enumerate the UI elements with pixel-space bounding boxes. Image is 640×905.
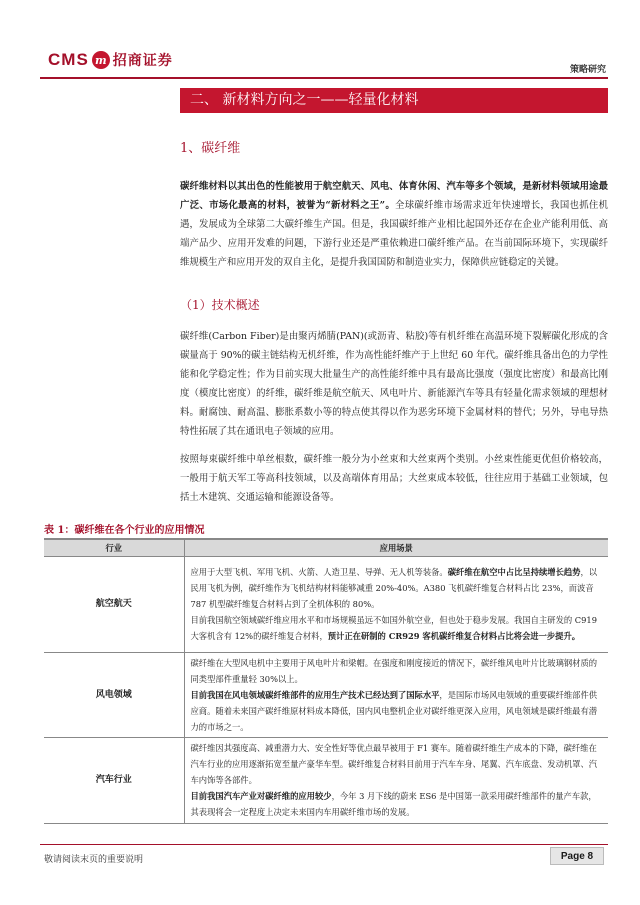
disclaimer-note: 敬请阅读末页的重要说明 — [44, 855, 144, 865]
logo-chinese-name: 招商证券 — [112, 53, 173, 69]
logo-cms-text: CMS — [48, 50, 89, 69]
industry-cell: 航空航天 — [44, 556, 184, 652]
intro-text: 全球碳纤维市场需求近年快速增长，我国也抓住机遇，发展成为全球第二大碳纤维生产国。但是，我国碳纤维产业相比起国外还存在企业产能利用低、高端产品少、应用开发难的问题，下游行业还是严重依赖进口碳纤维产品。在当前国际环境下，实现碳纤维规模生产和应用开发的双自主化，是提升我国国防和制造业实力，保障供应链稳定的关键。 — [180, 200, 608, 268]
page-header — [40, 44, 608, 80]
industry-cell: 风电领域 — [44, 652, 184, 737]
subsection-heading-carbon-fiber: 1、碳纤维 — [180, 141, 241, 156]
scenario-text: 碳纤维在大型风电机中主要用于风电叶片和梁帽。在强度和刚度接近的情况下，碳纤维风电叶片比玻璃钢材质的同类型部件重量轻 30%以上。 — [190, 657, 598, 684]
scenario-bold-text: 预计正在研制的 CR929 客机碳纤维复合材料占比将会进一步提升。 — [327, 631, 581, 641]
scenario-bold-text: 目前我国在风电领域碳纤维部件的应用生产技术已经达到了国际水平 — [190, 689, 440, 700]
industry-cell: 汽车行业 — [44, 737, 184, 823]
subsection-heading-tech-overview: （1）技术概述 — [180, 298, 260, 312]
intro-paragraph — [180, 177, 608, 272]
scenario-bold-text: 目前我国汽车产业对碳纤维的应用较少 — [190, 791, 332, 801]
report-category: 策略研究 — [569, 65, 606, 75]
scenario-text: ，今年 3 月下线的蔚来 ES6 是中国第一款采用碳纤维部件的量产车款，其表现将会一定程度上决定未来国内车用碳纤维市场的发展。 — [190, 791, 597, 817]
tow-classification-paragraph: 按照每束碳纤维中单丝根数，碳纤维一般分为小丝束和大丝束两个类别。小丝束性能更优但价格较高，一般用于航天军工等高科技领域，以及高端体育用品；大丝束成本较低，往往应用于基础工业领域，包括土木建筑、交通运输和能源设备等。 — [180, 454, 608, 503]
page-number: Page 8 — [550, 847, 604, 865]
table-header-row — [44, 539, 608, 556]
table-row — [44, 652, 608, 737]
company-logo — [48, 50, 173, 70]
table-row — [44, 556, 608, 652]
scenario-bold-text: 碳纤维在航空中占比呈持续增长趋势 — [447, 567, 581, 577]
scenario-text: 碳纤维因其强度高、减重潜力大、安全性好等优点最早被用于 F1 赛车。随着碳纤维生产成本的下降，碳纤维在汽车行业的应用逐渐拓宽至量产豪华车型。碳纤维复合材料目前用于汽车车身、尾翼、汽车底盘、发动机罩、汽车内饰等各部件。 — [190, 743, 598, 785]
header-divider — [40, 77, 608, 79]
table-caption: 表 1：碳纤维在各个行业的应用情况 — [44, 525, 205, 536]
section-title: 二、 新材料方向之一——轻量化材料 — [180, 88, 608, 113]
scenario-cell — [184, 737, 608, 823]
scenario-text: 目前我国航空领域碳纤维应用水平和市场规模虽远不如国外航空业，但也处于稳步发展。我国自主研发的 C919 大客机含有 12%的碳纤维复合材料， — [190, 615, 597, 641]
scenario-text: ，以民用飞机为例，碳纤维作为飞机结构材料能够减重 20%-40%。A380 飞机碳纤维复合材料占比 23%，而波音 787 机型碳纤维复合材料占到了全机体积的 80%。 — [190, 567, 598, 609]
application-table — [44, 538, 608, 824]
column-header-industry: 行业 — [44, 539, 184, 556]
footer-divider — [40, 844, 608, 845]
scenario-text: 应用于大型飞机、军用飞机、火箭、人造卫星、导弹、无人机等装备。 — [190, 567, 448, 577]
intro-bold-text: 碳纤维材料以其出色的性能被用于航空航天、风电、体育休闲、汽车等多个领域，是新材料领域用途最广泛、市场化最高的材料，被誉为“新材料之王”。 — [180, 181, 608, 211]
table-row — [44, 737, 608, 823]
scenario-text: ，是国际市场风电领域的重要碳纤维部件供应商。随着未来国产碳纤维原材料成本降低，国内风电整机企业对碳纤维更深入应用，风电领域是碳纤维最有潜力的市场之一。 — [190, 689, 598, 732]
scenario-cell — [184, 556, 608, 652]
tech-overview-paragraph: 碳纤维(Carbon Fiber)是由聚丙烯腈(PAN)(或沥青、粘胶)等有机纤维在高温环境下裂解碳化形成的含碳量高于 90%的碳主链结构无机纤维，作为高性能纤维产于上世纪 60 年代。碳纤维具备出色的力学性能和化学稳定性；作为目前实现大批量生产的高性能纤维中具有最高比强度（强度比密度）和最高比刚度（模度比密度）的纤维，碳纤维是航空航天、风电叶片、新能源汽车等具有轻量化需求领域的理想材料。耐腐蚀、耐高温、膨胀系数小等的特点使其得以作为恶劣环境下金属材料的替代；另外，导电导热特性拓展了其在通讯电子领域的应用。 — [180, 331, 608, 437]
logo-mark-icon: m — [92, 51, 110, 69]
scenario-cell — [184, 652, 608, 737]
column-header-scenario: 应用场景 — [184, 539, 608, 556]
